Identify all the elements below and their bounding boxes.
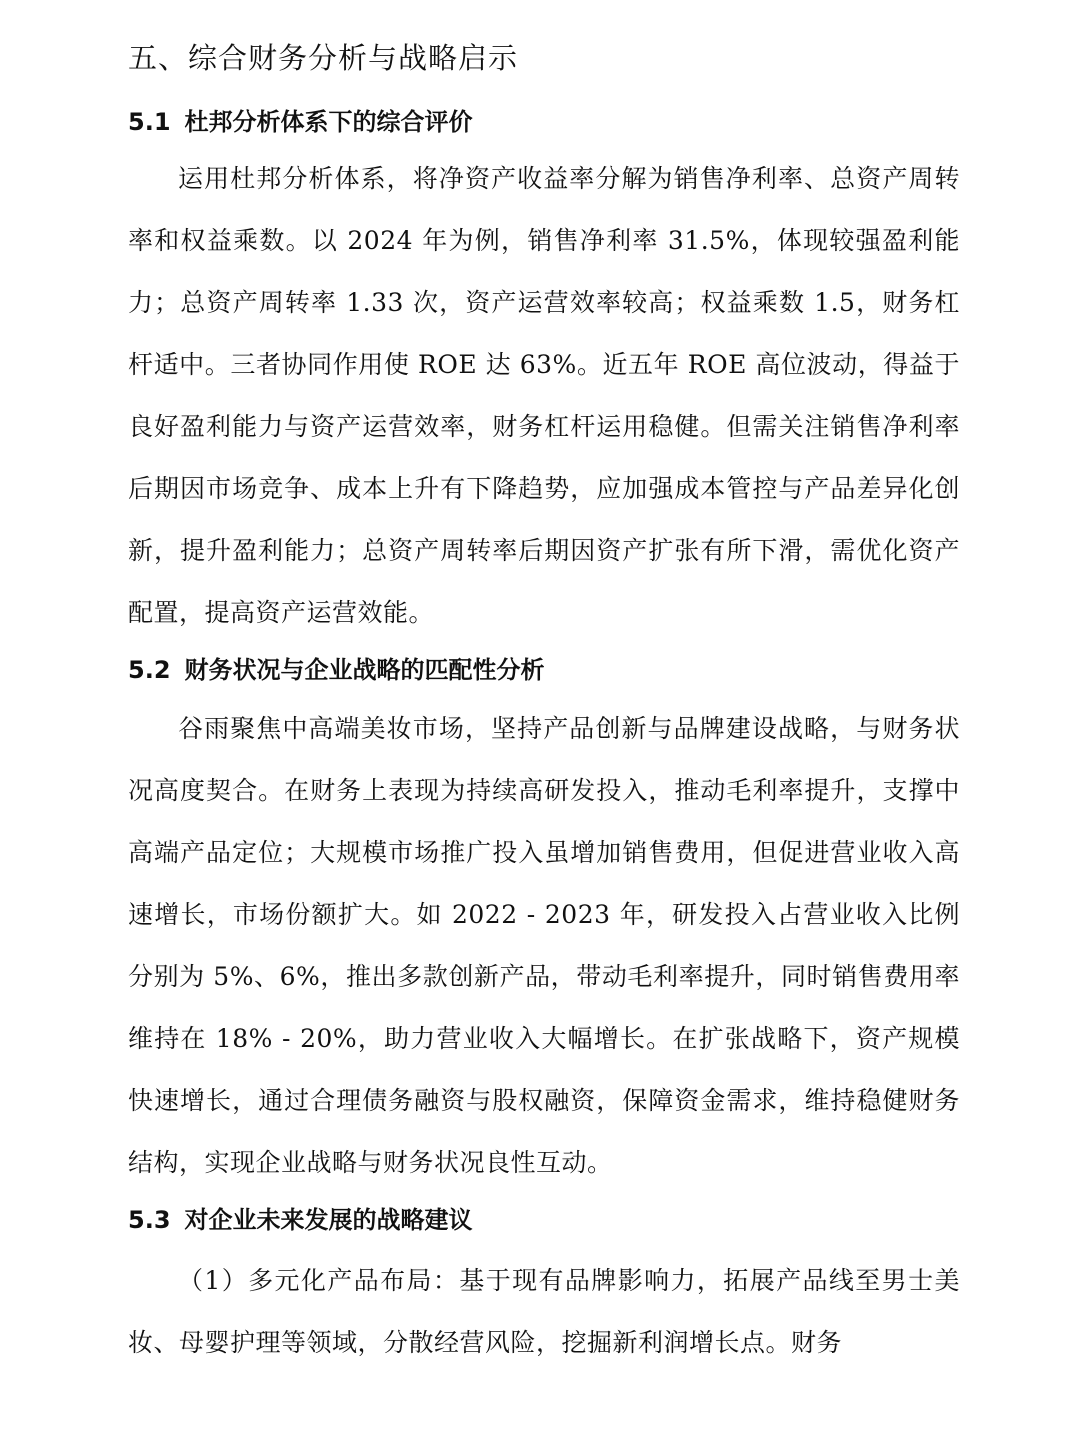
section-paragraph-5-1: 运用杜邦分析体系，将净资产收益率分解为销售净利率、总资产周转率和权益乘数。以 2024 年为例，销售净利率 31.5%，体现较强盈利能力；总资产周转率 1.33 次，资产运营效率较高；权益乘数 1.5，财务杠杆适中。三者协同作用使 ROE 达 63%。近五年 ROE 高位波动，得益于良好盈利能力与资产运营效率，财务杠杆运用稳健。但需关注销售净利率后期因市场竞争、成本上升有下降趋势，应加强成本管控与产品差异化创新，提升盈利能力；总资产周转率后期因资产扩张有所下滑，需优化资产配置，提高资产运营效能。 xyxy=(128,164,960,627)
section-number: 5.2 xyxy=(128,656,171,684)
section-heading-5-3 xyxy=(128,1198,960,1242)
section-paragraph-5-2: 谷雨聚焦中高端美妆市场，坚持产品创新与品牌建设战略，与财务状况高度契合。在财务上表现为持续高研发投入，推动毛利率提升，支撑中高端产品定位；大规模市场推广投入虽增加销售费用，但促进营业收入高速增长，市场份额扩大。如 2022 - 2023 年，研发投入占营业收入比例分别为 5%、6%，推出多款创新产品，带动毛利率提升，同时销售费用率维持在 18% - 20%，助力营业收入大幅增长。在扩张战略下，资产规模快速增长，通过合理债务融资与股权融资，保障资金需求，维持稳健财务结构，实现企业战略与财务状况良性互动。 xyxy=(128,714,960,1177)
section-heading-5-1 xyxy=(128,100,960,144)
section-title: 财务状况与企业战略的匹配性分析 xyxy=(184,656,545,684)
section-number: 5.3 xyxy=(128,1206,171,1234)
section-title: 对企业未来发展的战略建议 xyxy=(184,1206,473,1234)
section-paragraph-5-3: （1）多元化产品布局：基于现有品牌影响力，拓展产品线至男士美妆、母婴护理等领域，分散经营风险，挖掘新利润增长点。财务 xyxy=(128,1266,960,1357)
section-title: 杜邦分析体系下的综合评价 xyxy=(184,108,473,136)
section-number: 5.1 xyxy=(128,108,171,136)
section-heading-5-2 xyxy=(128,648,960,692)
chapter-title: 五、综合财务分析与战略启示 xyxy=(128,41,519,75)
